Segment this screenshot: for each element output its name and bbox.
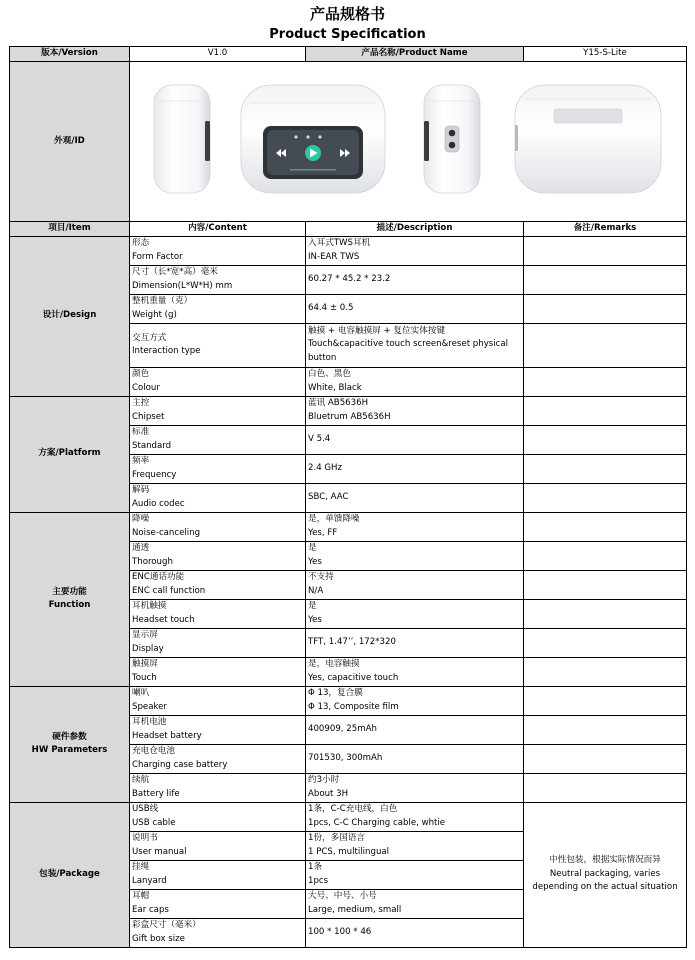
remarks-cell <box>524 657 687 686</box>
content-label-en: Display <box>132 643 164 654</box>
spec-row <box>10 396 687 425</box>
description-cell <box>306 889 524 918</box>
content-cell <box>130 628 306 657</box>
content-label-cn: 降噪 <box>132 514 150 524</box>
remarks-cell <box>524 454 687 483</box>
description-cell <box>306 294 524 323</box>
description-line: V 5.4 <box>308 433 331 444</box>
description-line: 大号、中号、小号 <box>308 891 377 901</box>
doc-title-cn: 产品规格书 <box>309 5 385 23</box>
remarks-cell <box>524 512 687 541</box>
content-cell <box>130 425 306 454</box>
content-label-en: Frequency <box>132 469 177 480</box>
content-cell <box>130 323 306 367</box>
content-label-en: ENC call function <box>132 585 206 596</box>
content-cell <box>130 657 306 686</box>
description-cell <box>306 512 524 541</box>
content-cell <box>130 483 306 512</box>
content-cell <box>130 236 306 265</box>
remarks-cell <box>524 802 687 947</box>
description-line: 2.4 GHz <box>308 462 343 473</box>
remarks-cell <box>524 570 687 599</box>
column-header-row <box>10 222 687 237</box>
description-line: Bluetrum AB5636H <box>308 411 391 422</box>
description-line: Touch&capacitive touch screen&reset physical <box>308 339 509 350</box>
description-cell <box>306 628 524 657</box>
content-label-en: Noise-canceling <box>132 527 201 538</box>
content-label-cn: ENC通话功能 <box>132 572 185 582</box>
content-cell <box>130 396 306 425</box>
content-label-cn: 通透 <box>132 543 150 553</box>
content-label-cn: 续航 <box>132 775 150 785</box>
content-label-cn: 形态 <box>132 238 150 248</box>
content-label-cn: 说明书 <box>132 833 158 843</box>
description-line: button <box>308 352 337 363</box>
description-cell <box>306 831 524 860</box>
spec-row <box>10 686 687 715</box>
content-cell <box>130 715 306 744</box>
description-line: Φ 13, Composite film <box>308 701 399 712</box>
content-cell <box>130 889 306 918</box>
content-label-en: Standard <box>132 440 172 451</box>
remarks-cell <box>524 236 687 265</box>
content-label-cn: 耳机电池 <box>132 717 167 727</box>
description-line: 是 <box>308 601 317 611</box>
remarks-cell <box>524 323 687 367</box>
content-label-cn: 耳帽 <box>132 891 150 901</box>
product-name-value: Y15-S-Lite <box>524 47 687 62</box>
content-cell <box>130 599 306 628</box>
category-cell <box>10 686 130 802</box>
content-cell <box>130 454 306 483</box>
description-line: 不支持 <box>308 572 334 582</box>
remarks-cell <box>524 686 687 715</box>
spec-row <box>10 802 687 831</box>
appearance-image-cell <box>130 62 687 222</box>
remarks-cell <box>524 628 687 657</box>
content-cell <box>130 918 306 947</box>
description-cell <box>306 657 524 686</box>
category-cell <box>10 802 130 947</box>
content-label-en: Form Factor <box>132 251 183 262</box>
description-line: 1pcs <box>308 875 329 886</box>
description-line: 是，单馈降噪 <box>308 514 360 524</box>
content-label-cn: 整机重量（克） <box>132 296 193 306</box>
content-cell <box>130 265 306 294</box>
category-label-cn: 主要功能 <box>52 586 87 597</box>
description-line: 入耳式TWS耳机 <box>308 238 371 248</box>
description-cell <box>306 323 524 367</box>
content-label-en: Touch <box>132 672 157 683</box>
content-label-en: Speaker <box>132 701 167 712</box>
description-cell <box>306 802 524 831</box>
description-cell <box>306 918 524 947</box>
content-label-cn: 喇叭 <box>132 688 150 698</box>
description-cell <box>306 396 524 425</box>
content-label-cn: 颜色 <box>132 369 150 379</box>
remarks-line: Neutral packaging, varies <box>549 868 661 879</box>
content-label-en: Battery life <box>132 788 180 799</box>
description-line: 1pcs, C-C Charging cable, whtie <box>308 817 446 828</box>
content-label-en: Interaction type <box>132 346 201 356</box>
content-cell <box>130 802 306 831</box>
version-row <box>10 47 687 62</box>
content-label-en: Chipset <box>132 411 165 422</box>
remarks-cell <box>524 425 687 454</box>
remarks-cell <box>524 294 687 323</box>
description-line: SBC, AAC <box>308 491 349 502</box>
content-label-cn: 显示屏 <box>132 630 158 640</box>
content-label-en: USB cable <box>132 817 176 828</box>
description-line: Yes, FF <box>308 527 338 538</box>
description-line: TFT, 1.47’’, 172*320 <box>308 636 396 647</box>
description-line: N/A <box>308 585 324 596</box>
description-line: IN-EAR TWS <box>308 251 360 262</box>
description-cell <box>306 265 524 294</box>
category-label-cn: 包装/Package <box>39 868 100 879</box>
content-cell <box>130 686 306 715</box>
content-cell <box>130 831 306 860</box>
description-line: Large, medium, small <box>308 904 402 915</box>
description-cell <box>306 715 524 744</box>
content-cell <box>130 294 306 323</box>
description-line: 400909, 25mAh <box>308 723 377 734</box>
content-label-cn: 主控 <box>132 398 150 408</box>
description-line: 白色、黑色 <box>308 369 351 379</box>
remarks-cell <box>524 773 687 802</box>
spec-row <box>10 236 687 265</box>
content-cell <box>130 744 306 773</box>
content-cell <box>130 773 306 802</box>
description-cell <box>306 744 524 773</box>
description-cell <box>306 686 524 715</box>
description-cell <box>306 599 524 628</box>
description-line: 是 <box>308 543 317 553</box>
description-line: Yes, capacitive touch <box>308 672 399 683</box>
content-label-cn: 标准 <box>132 427 150 437</box>
description-cell <box>306 454 524 483</box>
description-cell <box>306 570 524 599</box>
content-label-cn: USB线 <box>132 804 159 814</box>
description-line: Yes <box>308 614 322 625</box>
category-cell <box>10 512 130 686</box>
description-line: 触摸 + 电容触摸屏 + 复位实体按键 <box>308 325 446 336</box>
remarks-cell <box>524 265 687 294</box>
description-line: 60.27 * 45.2 * 23.2 <box>308 273 391 284</box>
col-content: 内容/Content <box>130 222 306 237</box>
content-cell <box>130 860 306 889</box>
content-label-en: Weight (g) <box>132 309 177 320</box>
col-description: 描述/Description <box>306 222 524 237</box>
remarks-cell <box>524 396 687 425</box>
content-cell <box>130 367 306 396</box>
description-line: 64.4 ± 0.5 <box>308 302 354 313</box>
spec-table <box>9 46 687 948</box>
col-item: 项目/Item <box>10 222 130 237</box>
appearance-label: 外观/ID <box>10 62 130 222</box>
content-label-en: Headset battery <box>132 730 202 741</box>
content-cell <box>130 512 306 541</box>
remarks-cell <box>524 744 687 773</box>
content-label-en: Ear caps <box>132 904 169 915</box>
description-cell <box>306 236 524 265</box>
description-line: 701530, 300mAh <box>308 752 383 763</box>
content-label-cn: 挂绳 <box>132 862 150 872</box>
description-line: About 3H <box>308 788 349 799</box>
product-images <box>130 63 685 221</box>
description-cell <box>306 541 524 570</box>
content-label-en: Dimension(L*W*H) mm <box>132 280 233 291</box>
content-cell <box>130 570 306 599</box>
remarks-line: 中性包装，根据实际情况而异 <box>549 855 661 866</box>
content-label-cn: 耳机触摸 <box>132 601 167 611</box>
remarks-cell <box>524 599 687 628</box>
content-cell <box>130 541 306 570</box>
description-cell <box>306 483 524 512</box>
description-line: 1条，C-C充电线，白色 <box>308 804 398 814</box>
description-line: White, Black <box>308 382 362 393</box>
case-open-top-view-icon <box>515 85 661 193</box>
remarks-line: depending on the actual situation <box>532 882 678 893</box>
content-label-cn: 触摸屏 <box>132 659 158 669</box>
description-cell <box>306 425 524 454</box>
description-line: 蓝讯 AB5636H <box>308 398 369 408</box>
description-line: Yes <box>308 556 322 567</box>
doc-title-en: Product Specification <box>269 27 426 42</box>
category-label-cn: 设计/Design <box>42 310 97 321</box>
content-label-en: Audio codec <box>132 498 185 509</box>
remarks-cell <box>524 541 687 570</box>
remarks-cell <box>524 715 687 744</box>
description-line: 1份，多国语言 <box>308 833 366 843</box>
description-line: 1 PCS, multilingual <box>308 846 390 857</box>
category-label-cn: 方案/Platform <box>38 448 101 459</box>
category-cell <box>10 236 130 396</box>
content-label-cn: 尺寸（长*宽*高）毫米 <box>132 267 218 277</box>
content-label-cn: 解码 <box>132 485 150 495</box>
appearance-row <box>10 62 687 222</box>
content-label-cn: 充电仓电池 <box>132 746 175 756</box>
description-cell <box>306 367 524 396</box>
content-label-cn: 频率 <box>132 456 150 466</box>
content-label-en: Colour <box>132 382 160 393</box>
case-front-screen-view-icon <box>241 85 385 193</box>
category-label-en: Function <box>48 600 91 610</box>
version-value: V1.0 <box>130 47 306 62</box>
case-back-view-icon <box>424 85 480 193</box>
category-label-cn: 硬件参数 <box>52 731 87 742</box>
remarks-cell <box>524 367 687 396</box>
content-label-cn: 交互方式 <box>132 332 167 343</box>
description-line: Φ 13，复合膜 <box>308 688 363 698</box>
content-label-en: Thorough <box>132 556 173 567</box>
case-side-view-icon <box>154 85 210 193</box>
spec-row <box>10 512 687 541</box>
category-cell <box>10 396 130 512</box>
description-cell <box>306 773 524 802</box>
description-cell <box>306 860 524 889</box>
content-label-en: Charging case battery <box>132 759 228 770</box>
content-label-en: Gift box size <box>132 933 185 944</box>
description-line: 100 * 100 * 46 <box>308 926 372 937</box>
category-label-en: HW Parameters <box>31 745 108 755</box>
content-label-cn: 彩盒尺寸（毫米） <box>132 920 201 930</box>
description-line: 1条 <box>308 862 323 872</box>
description-line: 约3小时 <box>308 775 340 785</box>
col-remarks: 备注/Remarks <box>524 222 687 237</box>
content-label-en: Lanyard <box>132 875 167 886</box>
version-label: 版本/Version <box>10 47 130 62</box>
content-label-en: User manual <box>132 846 187 857</box>
remarks-cell <box>524 483 687 512</box>
description-line: 是，电容触摸 <box>308 659 360 669</box>
content-label-en: Headset touch <box>132 614 195 625</box>
product-name-label: 产品名称/Product Name <box>306 47 524 62</box>
